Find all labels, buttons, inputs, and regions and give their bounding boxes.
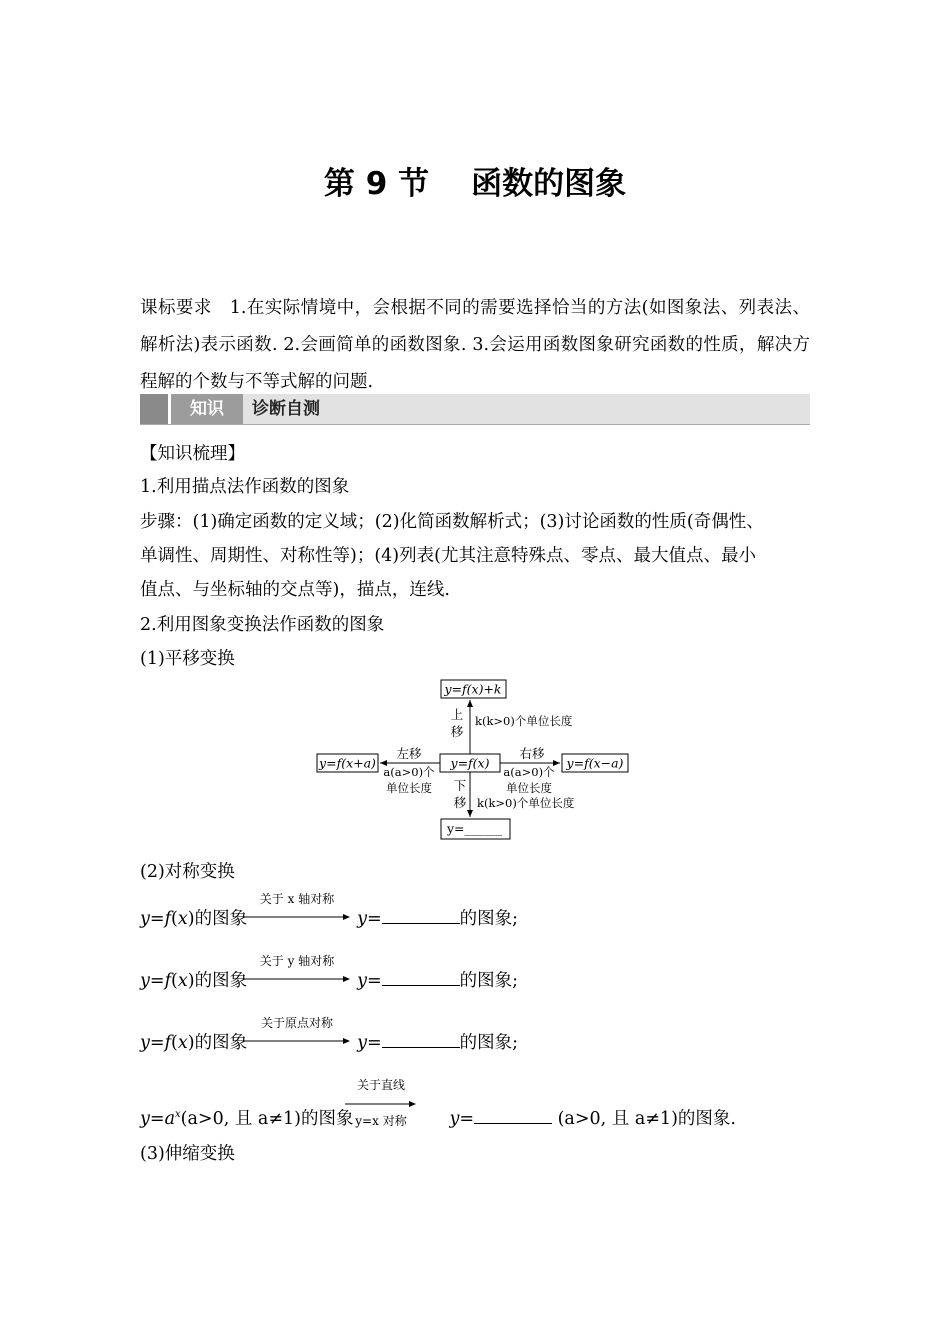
down-label: 下: [453, 778, 467, 793]
subsection-scaling: (3)伸缩变换: [140, 1144, 235, 1164]
symmetry-line-x: y=f(x)的图象 y= 的图象;: [140, 909, 519, 929]
arrow-label: 关于原点对称: [260, 1016, 333, 1030]
item1-step-line: 值点、与坐标轴的交点等)，描点，连线.: [140, 580, 450, 600]
banner-tag: 知识: [168, 394, 243, 424]
knowledge-heading: 【知识梳理】: [140, 444, 245, 464]
down-condition: k(k>0)个单位长度: [477, 796, 575, 810]
requirements-text: 1.在实际情境中，会根据不同的需要选择恰当的方法(如图象法、列表法、解析法)表示函数. 2.会画简单的函数图象. 3.会运用函数图象研究函数的性质，解决方程解的个数与不等式解的问题.: [140, 298, 810, 392]
right-condition: a(a>0)个: [503, 765, 555, 779]
item1-step-line: 步骤：(1)确定函数的定义域；(2)化简函数解析式；(3)讨论函数的性质(奇偶性、: [140, 512, 764, 532]
item2-title: 2.利用图象变换法作函数的图象: [140, 615, 385, 635]
answer-blank[interactable]: [382, 1032, 460, 1048]
up-condition: k(k>0)个单位长度: [475, 714, 573, 728]
answer-blank[interactable]: [474, 1108, 552, 1124]
subsection-symmetry: (2)对称变换: [140, 862, 235, 882]
arrow-label-bottom: y=x 对称: [355, 1114, 407, 1128]
box-left-label: y=f(x+a): [319, 755, 376, 771]
symmetry-line-y: y=f(x)的图象 y= 的图象;: [140, 971, 519, 991]
page-title: [0, 158, 950, 203]
section-name: 函数的图象: [471, 166, 627, 202]
symmetry-arrow-origin: [243, 1014, 351, 1050]
arrow-label-top: 关于直线: [356, 1078, 405, 1092]
knowledge-banner: [140, 394, 810, 425]
curriculum-requirements: [140, 290, 810, 401]
left-label: 左移: [396, 746, 422, 761]
right-label: 右移: [519, 746, 545, 761]
left-condition: 单位长度: [386, 781, 432, 795]
box-top-label: y=f(x)+k: [444, 681, 502, 697]
box-center-label: y=f(x): [450, 755, 490, 771]
item1-step-line: 单调性、周期性、对称性等)；(4)列表(尤其注意特殊点、零点、最大值点、最小: [140, 546, 756, 566]
box-bottom-label: y=______: [447, 821, 503, 836]
up-label: 移: [450, 724, 464, 739]
answer-blank[interactable]: [382, 970, 460, 986]
symmetry-arrow-y: [243, 952, 351, 988]
subsection-translation: (1)平移变换: [140, 649, 235, 669]
box-right-label: y=f(x−a): [566, 755, 624, 771]
arrow-label: 关于 x 轴对称: [259, 892, 335, 906]
arrow-label: 关于 y 轴对称: [259, 954, 335, 968]
item1-title: 1.利用描点法作函数的图象: [140, 477, 350, 497]
symmetry-arrow-x: [243, 890, 351, 926]
right-condition: 单位长度: [506, 781, 552, 795]
answer-blank[interactable]: [382, 908, 460, 924]
requirements-label: 课标要求: [140, 298, 212, 318]
down-label: 移: [453, 795, 467, 810]
banner-subtitle: 诊断自测: [252, 399, 320, 419]
banner-accent: [140, 394, 168, 424]
section-number: 第 9 节: [323, 166, 430, 202]
symmetry-line-origin: y=f(x)的图象 y= 的图象;: [140, 1033, 519, 1053]
symmetry-line-exp: $y=a^x(a>0$, 且 a≠1)的图象 y= (a>0, 且 a≠1)的图象.: [140, 1109, 736, 1129]
left-condition: a(a>0)个: [383, 765, 435, 779]
up-label: 上: [450, 707, 464, 722]
translation-diagram: [310, 672, 640, 847]
symmetry-arrow-line: [345, 1076, 417, 1129]
